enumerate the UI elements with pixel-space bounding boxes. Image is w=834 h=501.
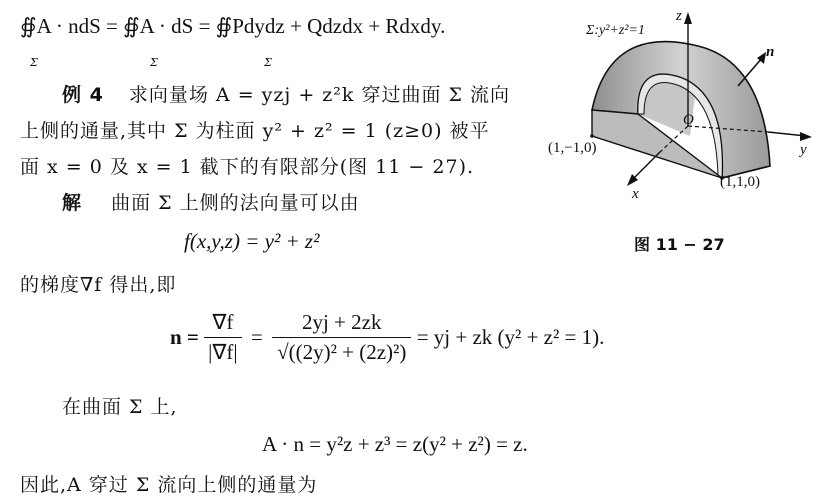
origin-label: O [683,112,694,128]
n-rhs: = yj + zk (y² + z² = 1). [416,325,605,349]
solution-line-1 [62,188,360,215]
axis-x-label: x [632,186,639,202]
figure-caption: 图 11 − 27 [634,235,725,254]
n-lhs: n = [170,325,199,349]
surface-subscript: Σ [264,56,272,69]
example-title: 例 4 [62,84,104,106]
example-line-2: 上侧的通量,其中 Σ 为柱面 y² + z² = 1 (z≥0) 被平 [20,120,490,142]
f-definition: f(x,y,z) = y² + z² [184,229,320,253]
example-text-1: 求向量场 A = yzj + z²k 穿过曲面 Σ 流向 [128,84,510,106]
grad-denominator: |∇f| [208,340,238,364]
fraction-numerator: 2yj + 2zk [272,310,412,338]
normal-label: n [766,44,775,60]
solution-title: 解 [62,192,83,214]
axis-y-label: y [800,142,807,158]
grad-numerator: ∇f [204,310,241,338]
point-right-label: (1,1,0) [720,174,760,190]
x-axis [632,152,660,180]
point-left-label: (1,−1,0) [548,140,597,156]
surface-subscript: Σ [30,56,38,69]
surface-label: Σ:y²+z²=1 [586,23,645,38]
example-line-1 [62,80,510,107]
example-line-3: 面 x = 0 及 x = 1 截下的有限部分(图 11 − 27). [20,156,475,178]
figure-cylinder [540,6,834,216]
solution-line-3: 在曲面 Σ 上, [62,396,178,418]
unit-fraction [272,310,412,365]
formula-top [20,14,445,39]
solution-line-2: 的梯度∇f 得出,即 [20,274,177,296]
y-arrow [800,132,812,141]
normal-equation [170,310,604,365]
fraction-denominator: √((2y)² + (2z)²) [277,340,407,364]
solution-line-4: 因此,A 穿过 Σ 流向上侧的通量为 [20,474,318,496]
z-arrow [684,12,692,24]
grad-fraction [204,310,241,365]
dot-equation: A · n = y²z + z³ = z(y² + z²) = z. [262,432,528,456]
surface-subscript: Σ [150,56,158,69]
point-left-marker [590,134,594,138]
axis-z-label: z [676,8,682,24]
formula-top-text: ∯A · ndS = ∯A · dS = ∯Pdydz + Qdzdx + Rdxdy. [20,14,446,38]
normal-vector [738,58,762,86]
equals-sign: = [250,325,263,349]
solution-text-1: 曲面 Σ 上侧的法向量可以由 [111,192,360,214]
